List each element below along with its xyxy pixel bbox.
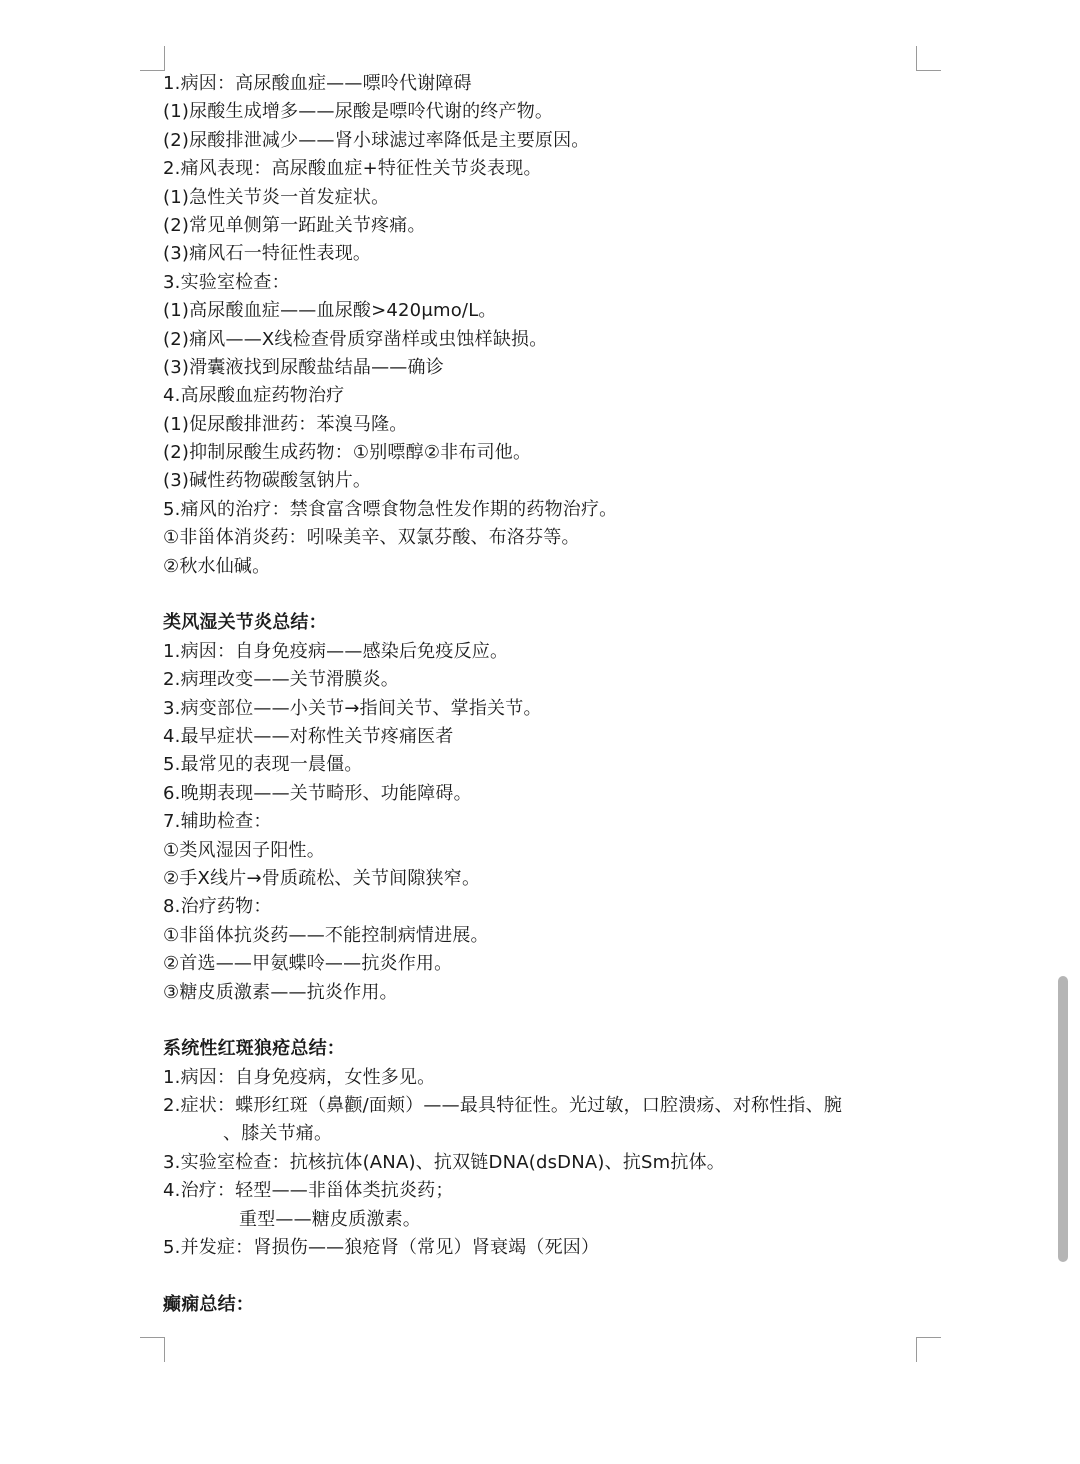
- section-heading-sle: 系统性红斑狼疮总结：: [163, 1038, 345, 1060]
- text-line: ①非甾体消炎药：吲哚美辛、双氯芬酸、布洛芬等。: [163, 527, 580, 549]
- text-line: (1)高尿酸血症——血尿酸>420μmo/L。: [163, 300, 497, 322]
- text-line: (3)痛风石一特征性表现。: [163, 243, 372, 265]
- text-line: (2)常见单侧第一跖趾关节疼痛。: [163, 214, 426, 236]
- text-line: ①非甾体抗炎药——不能控制病情进展。: [163, 924, 489, 946]
- text-line: 6.晚期表现——关节畸形、功能障碍。: [163, 782, 472, 804]
- paragraph-gap: [163, 1007, 923, 1035]
- text-line: 3.实验室检查：抗核抗体(ANA)、抗双链DNA(dsDNA)、抗Sm抗体。: [163, 1151, 725, 1173]
- paragraph-gap: [163, 581, 923, 609]
- text-line-continuation: 重型——糖皮质激素。: [239, 1208, 421, 1230]
- text-line: ②秋水仙碱。: [163, 555, 271, 577]
- crop-mark-bottom-left: [140, 1337, 165, 1362]
- section-heading-ra: 类风湿关节炎总结：: [163, 612, 327, 634]
- text-line: (1)急性关节炎一首发症状。: [163, 186, 390, 208]
- text-line: 3.实验室检查：: [163, 271, 290, 293]
- text-line: 4.高尿酸血症药物治疗: [163, 385, 345, 407]
- text-line: 1.病因：自身免疫病——感染后免疫反应。: [163, 640, 509, 662]
- text-line: 7.辅助检查：: [163, 811, 272, 833]
- text-line: 5.痛风的治疗：禁食富含嘌食物急性发作期的药物治疗。: [163, 498, 618, 520]
- text-line: (3)滑囊液找到尿酸盐结晶——确诊: [163, 356, 444, 378]
- text-line: (3)碱性药物碳酸氢钠片。: [163, 470, 372, 492]
- text-line: 4.最早症状——对称性关节疼痛医者: [163, 725, 454, 747]
- crop-mark-top-right: [916, 46, 941, 71]
- text-line: (1)尿酸生成增多——尿酸是嘌呤代谢的终产物。: [163, 101, 554, 123]
- text-line: 3.病变部位——小关节→指间关节、掌指关节。: [163, 697, 542, 719]
- text-line: 2.病理改变——关节滑膜炎。: [163, 669, 399, 691]
- text-line: 1.病因：高尿酸血症——嘌呤代谢障碍: [163, 73, 472, 94]
- document-body: [163, 70, 923, 1319]
- text-line: 4.治疗：轻型——非甾体类抗炎药；: [163, 1180, 454, 1202]
- text-line: ②首选——甲氨蝶呤——抗炎作用。: [163, 953, 453, 975]
- crop-mark-bottom-right: [916, 1337, 941, 1362]
- text-line: 1.病因：自身免疫病，女性多见。: [163, 1066, 436, 1088]
- text-line: 5.最常见的表现一晨僵。: [163, 754, 363, 776]
- text-line-continuation: 、膝关节痛。: [223, 1123, 333, 1145]
- text-line: 5.并发症：肾损伤——狼疮肾（常见）肾衰竭（死因）: [163, 1237, 600, 1259]
- text-line: (2)痛风——X线检查骨质穿凿样或虫蚀样缺损。: [163, 328, 548, 350]
- scrollbar-thumb[interactable]: [1058, 976, 1068, 1262]
- text-line: (2)尿酸排泄减少——肾小球滤过率降低是主要原因。: [163, 129, 590, 151]
- text-line: (1)促尿酸排泄药：苯溴马隆。: [163, 413, 408, 435]
- text-line: 8.治疗药物：: [163, 896, 272, 918]
- text-line: ①类风湿因子阳性。: [163, 839, 325, 861]
- text-line: 2.痛风表现：高尿酸血症+特征性关节炎表现。: [163, 158, 542, 180]
- crop-mark-top-left: [140, 46, 165, 71]
- section-heading-epilepsy: 癫痫总结：: [163, 1293, 254, 1315]
- text-line: (2)抑制尿酸生成药物：①别嘌醇②非布司他。: [163, 442, 532, 464]
- text-line: ③糖皮质激素——抗炎作用。: [163, 981, 398, 1003]
- text-line: 2.症状：蝶形红斑（鼻颧/面颊）——最具特征性。光过敏，口腔溃疡、对称性指、腕: [163, 1095, 843, 1117]
- text-line: ②手X线片→骨质疏松、关节间隙狭窄。: [163, 867, 481, 889]
- paragraph-gap: [163, 1262, 923, 1290]
